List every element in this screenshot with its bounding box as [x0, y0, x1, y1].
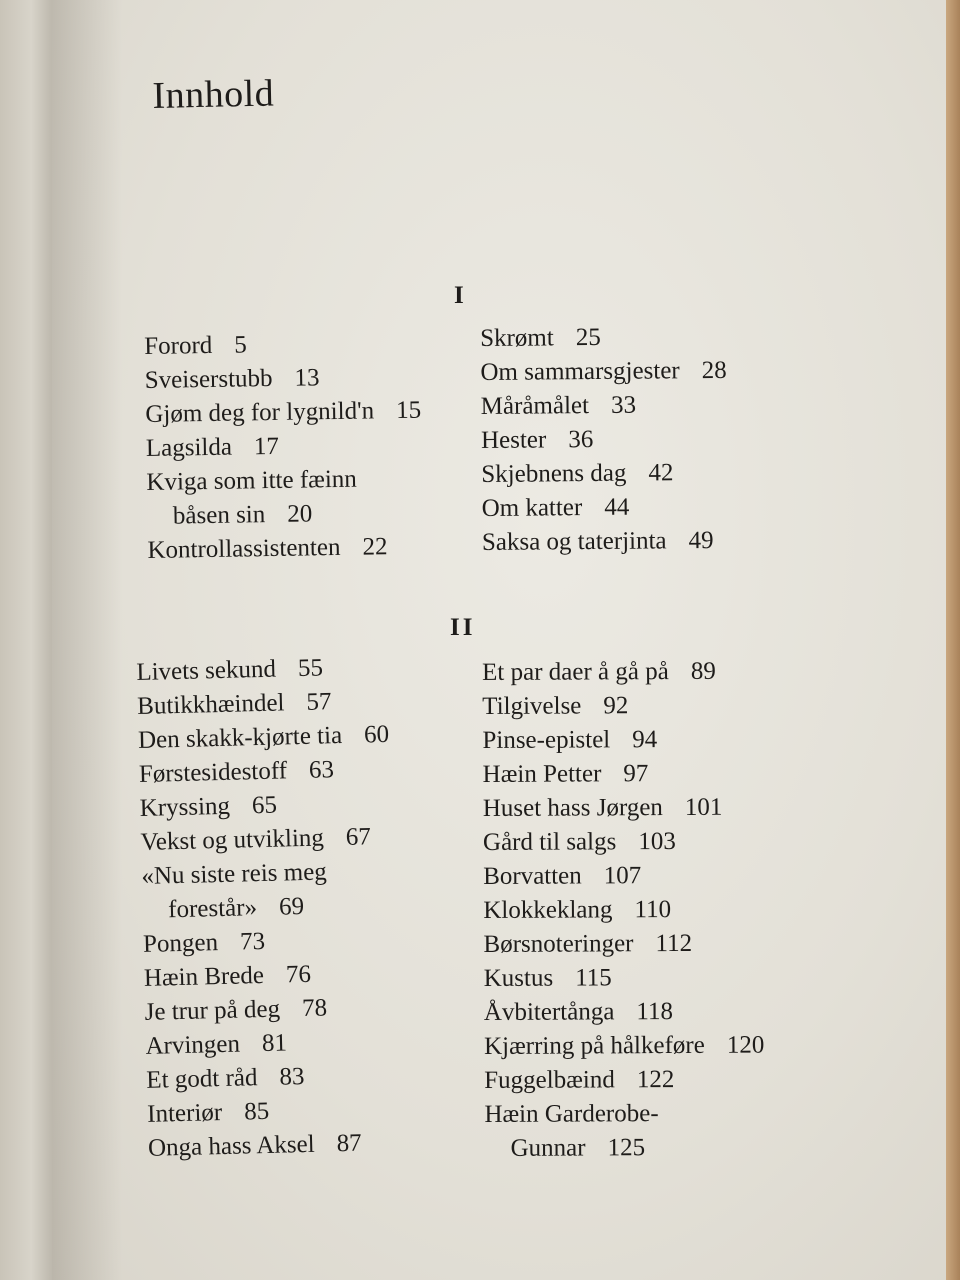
- toc-entry-page-number: 63: [308, 756, 335, 784]
- page-title: Innhold: [152, 72, 275, 117]
- toc-entry-page-number: 103: [638, 827, 676, 856]
- toc-entry-title: Arvingen: [145, 1030, 241, 1060]
- toc-entry-title: Kjærring på hålkeføre: [483, 1031, 705, 1060]
- toc-entry: [482, 655, 762, 690]
- toc-entry: [484, 1063, 764, 1098]
- toc-entry: [484, 1131, 764, 1166]
- toc-column-section-ii-left: [136, 650, 399, 1166]
- toc-entry-page-number: 92: [603, 692, 629, 720]
- toc-entry-title: Sveiserstubb: [144, 364, 273, 394]
- toc-entry-page-number: 97: [623, 760, 649, 788]
- toc-column-section-i-left: [144, 326, 424, 568]
- toc-entry-page-number: 15: [395, 396, 422, 425]
- toc-entry-title: Pongen: [142, 929, 219, 958]
- toc-entry-title: Fuggelbæind: [484, 1066, 615, 1094]
- toc-entry-title: «Nu siste reis meg: [141, 858, 328, 890]
- toc-entry-page-number: 110: [634, 896, 672, 924]
- toc-entry: [484, 961, 764, 996]
- toc-entry-page-number: 83: [279, 1063, 305, 1091]
- toc-entry-page-number: 57: [306, 688, 332, 716]
- toc-entry-title: Tilgivelse: [482, 692, 582, 720]
- toc-entry: [147, 496, 423, 534]
- toc-entry-page-number: 76: [285, 960, 312, 989]
- toc-entry: [481, 388, 728, 424]
- toc-entry: [146, 428, 422, 466]
- toc-entry-title: Klokkeklang: [483, 896, 613, 924]
- toc-entry-title: Livets sekund: [136, 655, 277, 686]
- toc-entry-title: Om katter: [481, 494, 583, 522]
- toc-entry: [145, 394, 421, 432]
- toc-entry-page-number: 69: [278, 892, 305, 921]
- toc-entry-title: Gård til salgs: [482, 828, 617, 856]
- toc-entry-title: Et par daer å gå på: [482, 658, 669, 686]
- toc-entry-page-number: 122: [636, 1065, 675, 1094]
- toc-entry: [482, 689, 762, 724]
- toc-entry-page-number: 60: [363, 720, 390, 749]
- toc-entry-title: Huset hass Jørgen: [482, 794, 663, 822]
- toc-column-section-ii-right: [482, 655, 765, 1166]
- toc-entry-title: Lagsilda: [145, 433, 233, 462]
- toc-entry-page-number: 120: [726, 1031, 765, 1059]
- toc-entry-title: Et godt råd: [146, 1064, 258, 1094]
- toc-entry: [483, 757, 763, 792]
- toc-entry-title: Saksa og taterjinta: [481, 527, 667, 556]
- toc-entry-title: Måråmålet: [480, 392, 590, 420]
- toc-entry: [484, 995, 764, 1030]
- toc-entry-page-number: 5: [234, 331, 248, 359]
- table-edge: [946, 0, 960, 1280]
- toc-entry-page-number: 25: [575, 323, 601, 352]
- toc-column-section-i-right: [480, 320, 728, 560]
- toc-entry: [484, 1029, 764, 1064]
- toc-entry-page-number: 17: [253, 432, 280, 461]
- toc-entry-title: forestår»: [167, 894, 258, 924]
- toc-entry: [144, 326, 420, 364]
- toc-entry-page-number: 22: [362, 533, 388, 561]
- toc-entry: [481, 456, 728, 492]
- toc-entry-page-number: 81: [261, 1029, 288, 1058]
- toc-entry-title: båsen sin: [172, 501, 266, 530]
- toc-entry: [482, 524, 729, 560]
- toc-entry-title: Butikkhæindel: [136, 689, 285, 720]
- toc-entry-title: Onga hass Aksel: [147, 1130, 315, 1162]
- toc-entry: [148, 1126, 400, 1166]
- toc-entry: [483, 825, 763, 860]
- toc-entry-title: Den skakk-kjørte tia: [137, 721, 343, 754]
- toc-entry-page-number: 87: [336, 1129, 362, 1158]
- section-label-i: I: [454, 282, 467, 309]
- toc-entry-title: Førstesidestoff: [138, 757, 288, 788]
- toc-entry: [481, 422, 728, 458]
- toc-entry-page-number: 67: [345, 823, 372, 851]
- toc-entry-page-number: 20: [287, 500, 313, 528]
- toc-entry-title: Børsnoteringer: [483, 930, 634, 958]
- toc-entry-title: Kviga som itte fæinn: [146, 465, 357, 496]
- section-label-ii: II: [450, 614, 476, 641]
- toc-entry: [138, 718, 390, 758]
- toc-entry-title: Kryssing: [139, 792, 231, 822]
- toc-entry: [140, 820, 392, 860]
- toc-entry-title: Hæin Brede: [143, 961, 265, 992]
- toc-entry-title: Skjebnens dag: [481, 459, 627, 488]
- toc-entry-title: Om sammarsgjester: [480, 357, 680, 386]
- toc-entry-page-number: 89: [690, 657, 716, 685]
- toc-entry: [480, 320, 727, 356]
- toc-entry-title: Hester: [480, 426, 547, 454]
- toc-entry-page-number: 42: [648, 459, 674, 487]
- toc-entry: [481, 490, 728, 526]
- toc-entry-title: Gjøm deg for lygnild'n: [145, 397, 375, 428]
- toc-entry-page-number: 125: [607, 1134, 646, 1162]
- toc-entry: [480, 354, 727, 390]
- toc-entry-page-number: 112: [655, 929, 693, 958]
- toc-entry-title: Borvatten: [483, 862, 582, 890]
- toc-entry-title: Åvbitertånga: [483, 998, 615, 1026]
- toc-entry-page-number: 13: [294, 364, 320, 392]
- adjacent-page: [0, 0, 52, 1280]
- toc-entry-page-number: 44: [604, 493, 630, 521]
- toc-entry: [482, 723, 762, 758]
- toc-entry-page-number: 73: [239, 927, 266, 956]
- toc-entry-page-number: 115: [575, 964, 612, 992]
- toc-entry-title: Skrømt: [480, 324, 554, 352]
- toc-entry: [483, 927, 763, 962]
- toc-entry-page-number: 55: [297, 654, 324, 683]
- toc-entry-page-number: 85: [243, 1097, 270, 1126]
- toc-entry: [147, 530, 423, 568]
- toc-entry-title: Gunnar: [510, 1134, 586, 1162]
- toc-entry: [483, 859, 763, 894]
- toc-entry-title: Pinse-epistel: [482, 726, 611, 754]
- toc-entry-title: Je trur på deg: [144, 995, 281, 1026]
- toc-entry-page-number: 101: [684, 793, 723, 821]
- toc-entry-page-number: 33: [610, 391, 637, 419]
- toc-entry-page-number: 78: [301, 994, 328, 1023]
- toc-entry-title: Hæin Garderobe-: [484, 1100, 659, 1128]
- toc-entry: [146, 462, 422, 500]
- toc-entry-title: Kontrollassistenten: [147, 533, 341, 564]
- toc-entry: [484, 1097, 764, 1132]
- toc-entry-page-number: 118: [636, 998, 674, 1026]
- toc-entry-title: Hæin Petter: [482, 760, 602, 788]
- toc-entry-page-number: 36: [568, 426, 594, 454]
- toc-entry-title: Forord: [144, 331, 213, 360]
- toc-entry-title: Vekst og utvikling: [140, 824, 325, 856]
- toc-entry-title: Interiør: [146, 1099, 223, 1128]
- toc-entry: [483, 893, 763, 928]
- toc-entry-page-number: 107: [603, 862, 642, 890]
- toc-entry: [483, 791, 763, 826]
- gutter-shadow: [52, 0, 122, 1280]
- toc-entry: [145, 360, 421, 398]
- toc-entry-title: Kustus: [483, 964, 554, 992]
- toc-entry-page-number: 65: [251, 791, 278, 820]
- toc-entry-page-number: 28: [701, 356, 727, 385]
- toc-entry-page-number: 94: [632, 726, 658, 754]
- toc-entry-page-number: 49: [688, 526, 714, 555]
